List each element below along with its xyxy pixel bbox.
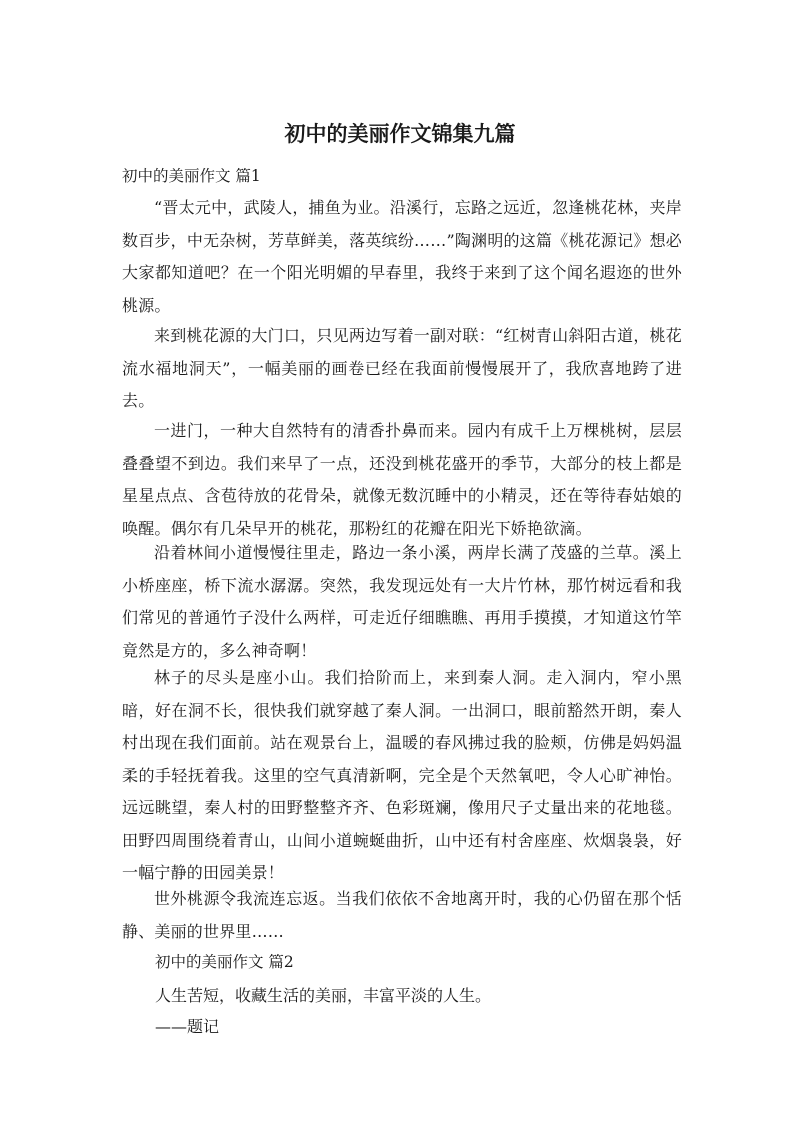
essay1-paragraph-4: 沿着林间小道慢慢往里走，路边一条小溪，两岸长满了茂盛的兰草。溪上小桥座座，桥下流水潺潺。突然，我发现远处有一大片竹林，那竹树远看和我们常见的普通竹子没什么两样，可走近仔细瞧瞧、再用手摸摸，才知道这竹竿竟然是方的，多么神奇啊！ — [122, 543, 682, 660]
essay1-paragraph-2: 来到桃花源的大门口，只见两边写着一副对联：“红树青山斜阳古道，桃花流水福地洞天”，一幅美丽的画卷已经在我面前慢慢展开了，我欣喜地跨了进去。 — [122, 326, 682, 410]
essay1-heading: 初中的美丽作文 篇1 — [122, 167, 261, 185]
essay1-paragraph-5: 林子的尽头是座小山。我们拾阶而上，来到秦人洞。走入洞内，窄小黑暗，好在洞不长，很快我们就穿越了秦人洞。一出洞口，眼前豁然开朗，秦人村出现在我们面前。站在观景台上，温暖的春风拂过我的脸颊，仿佛是妈妈温柔的手轻抚着我。这里的空气真清新啊，完全是个天然氧吧，令人心旷神怡。远远眺望，秦人村的田野整整齐齐、色彩斑斓，像用尺子丈量出来的花地毯。田野四周围绕着青山，山间小道蜿蜒曲折，山中还有村舍座座、炊烟袅袅，好一幅宁静的田园美景！ — [122, 668, 682, 882]
essay1-paragraph-6: 世外桃源令我流连忘返。当我们依依不舍地离开时，我的心仍留在那个恬静、美丽的世界里…… — [122, 889, 682, 941]
document-title: 初中的美丽作文锦集九篇 — [284, 122, 516, 146]
essay2-epigraph: 人生苦短，收藏生活的美丽，丰富平淡的人生。 — [155, 986, 492, 1005]
essay1-paragraph-1: “晋太元中，武陵人，捕鱼为业。沿溪行，忘路之远近，忽逢桃花林，夹岸数百步，中无杂树，芳草鲜美，落英缤纷……”陶渊明的这篇《桃花源记》想必大家都知道吧？在一个阳光明媚的早春里，我终于来到了这个闻名遐迩的世外桃源。 — [122, 198, 682, 315]
essay2-epigraph-source: ——题记 — [155, 1017, 220, 1036]
essay1-paragraph-3: 一进门，一种大自然特有的清香扑鼻而来。园内有成千上万棵桃树，层层叠叠望不到边。我们来早了一点，还没到桃花盛开的季节，大部分的枝上都是星星点点、含苞待放的花骨朵，就像无数沉睡中的小精灵，还在等待春姑娘的唤醒。偶尔有几朵早开的桃花，那粉红的花瓣在阳光下娇艳欲滴。 — [122, 421, 682, 538]
essay2-heading: 初中的美丽作文 篇2 — [155, 953, 294, 971]
